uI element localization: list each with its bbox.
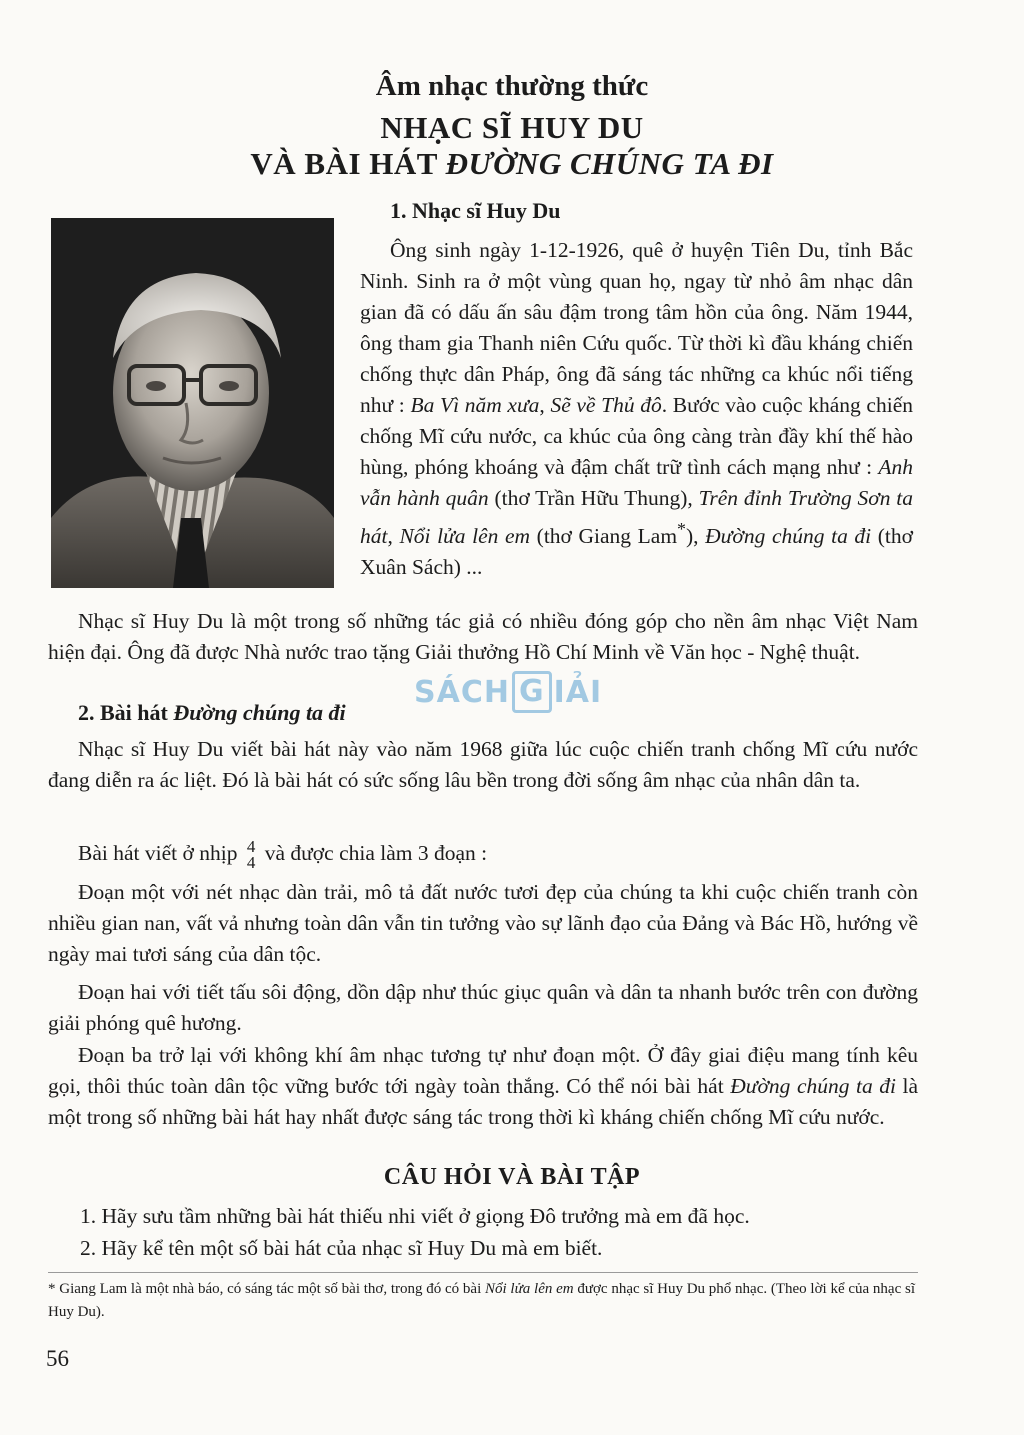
song-title: Nổi lửa lên em (399, 524, 531, 549)
text-span: Ông sinh ngày 1-12-1926, quê ở huyện Tiên Du, tỉnh Bắc Ninh. Sinh ra ở một vùng quan họ, ngay từ nhỏ âm nhạc dân gian đã có dấu ấn sâu đậm trong tâm hồn của ông. Năm 1944, ông tham gia Thanh niên Cứu quốc. Từ thời kì đầu kháng chiến chống thực dân Pháp, ông đã sáng tác những ca khúc nổi tiếng như : (360, 238, 913, 417)
title-song: ĐƯỜNG CHÚNG TA ĐI (445, 146, 774, 181)
song-title: Ba Vì năm xưa (410, 393, 540, 417)
page-title-line1: NHẠC SĨ HUY DU (380, 110, 644, 145)
time-signature (247, 839, 256, 871)
portrait-photo (51, 218, 334, 588)
footnote-divider (48, 1272, 918, 1273)
section1-paragraph1 (360, 235, 913, 583)
title-prefix: VÀ BÀI HÁT (250, 146, 446, 181)
text-span: (thơ Trần Hữu Thung), (488, 486, 699, 510)
time-signature-line (78, 838, 487, 871)
song-title: Đường chúng ta đi (730, 1074, 896, 1098)
text-span: Bài hát viết ở nhịp (78, 841, 243, 865)
text-span: , (387, 524, 400, 549)
text-span: , (539, 393, 551, 417)
text-span: Đoạn ba trở lại với không khí âm nhạc tương tự như đoạn một. Ở đây giai điệu mang tính kêu gọi, thôi thúc toàn dân tộc vững bước tới ngày toàn thắng. Có thể nói bài hát (48, 1043, 918, 1098)
footnote-mark: * (677, 519, 686, 539)
question-2: 2. Hãy kể tên một số bài hát của nhạc sĩ Huy Du mà em biết. (80, 1236, 603, 1260)
heading-prefix: 2. Bài hát (78, 700, 174, 725)
section1-paragraph2: Nhạc sĩ Huy Du là một trong số những tác giả có nhiều đóng góp cho nền âm nhạc Việt Nam hiện đại. Ông đã được Nhà nước trao tặng Giải thưởng Hồ Chí Minh về Văn học - Nghệ thuật. (48, 609, 918, 664)
page-subtitle: Âm nhạc thường thức (375, 70, 649, 102)
song-title: Trên đỉnh Trường Sơn ta hát (360, 486, 914, 549)
section2-heading (78, 700, 346, 726)
text-span: và được chia làm 3 đoạn : (259, 841, 488, 865)
section2-part1: Đoạn một với nét nhạc dàn trải, mô tả đất nước tươi đẹp của chúng ta khi cuộc chiến tranh còn nhiều gian nan, vất vả nhưng toàn dân vẫn tin tưởng vào sự lãnh đạo của Đảng và Bác Hồ, hướng về ngày mai tươi sáng của dân tộc. (48, 880, 918, 966)
questions-heading: CÂU HỎI VÀ BÀI TẬP (383, 1164, 641, 1190)
section2-part3 (48, 1040, 918, 1133)
text-span: ), (686, 524, 706, 549)
question-1: 1. Hãy sưu tầm những bài hát thiếu nhi viết ở giọng Đô trưởng mà em đã học. (80, 1204, 750, 1228)
section2-paragraph1: Nhạc sĩ Huy Du viết bài hát này vào năm 1968 giữa lúc cuộc chiến tranh chống Mĩ cứu nước đang diễn ra ác liệt. Đó là bài hát có sức sống lâu bền trong đời sống âm nhạc của nhân dân ta. (48, 737, 918, 792)
watermark-logo (414, 668, 602, 716)
portrait-illustration (51, 218, 334, 588)
heading-song: Đường chúng ta đi (173, 700, 346, 725)
footnote (48, 1278, 924, 1324)
song-title: Đường chúng ta đi (705, 524, 872, 549)
text-span: (thơ Xuân Sách) ... (360, 524, 913, 580)
time-signature-top: 4 (246, 837, 256, 857)
section1-heading: 1. Nhạc sĩ Huy Du (390, 198, 561, 223)
watermark-text: IẢI (553, 674, 603, 710)
text-span: (thơ Giang Lam (530, 524, 678, 549)
section2-part2: Đoạn hai với tiết tấu sôi động, dồn dập như thúc giục quân và dân ta nhanh bước trên con đường giải phóng quê hương. (48, 980, 918, 1035)
text-span: được nhạc sĩ Huy Du phổ nhạc. (Theo lời kể của nhạc sĩ Huy Du). (48, 1281, 915, 1320)
song-title: Sẽ về Thủ đô (550, 393, 662, 417)
text-span: là một trong số những bài hát hay nhất được sáng tác trong thời kì kháng chiến chống Mĩ cứu nước. (48, 1074, 918, 1129)
watermark-box: G (512, 671, 552, 713)
song-title: Nổi lửa lên em (485, 1281, 574, 1297)
text-span: * Giang Lam là một nhà báo, có sáng tác một số bài thơ, trong đó có bài (48, 1281, 485, 1297)
time-signature-bottom: 4 (246, 853, 256, 873)
song-title: Anh vẫn hành quân (360, 455, 913, 510)
page-title-line2 (0, 146, 1024, 182)
watermark-text: SÁCH (414, 674, 510, 710)
text-span: . Bước vào cuộc kháng chiến chống Mĩ cứu nước, ca khúc của ông càng tràn đầy khí thế hào hùng, phóng khoáng và đậm chất trữ tình cách mạng như : (360, 393, 913, 479)
page-number: 56 (46, 1346, 69, 1371)
